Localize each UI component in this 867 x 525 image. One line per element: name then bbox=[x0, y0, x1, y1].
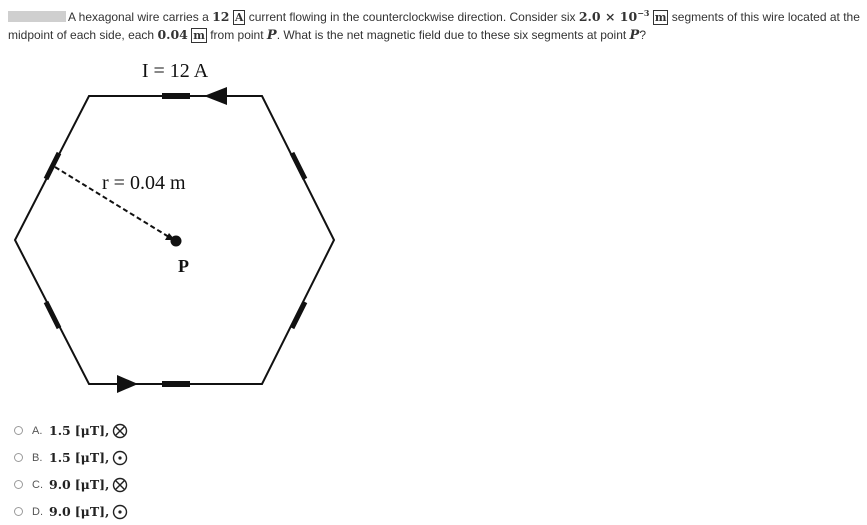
option-d[interactable] bbox=[14, 498, 128, 525]
option-letter: B. bbox=[32, 451, 43, 464]
option-unit: [μT], bbox=[74, 504, 110, 519]
question-part: ? bbox=[639, 28, 647, 42]
option-c[interactable] bbox=[14, 471, 128, 498]
unit-meter: m bbox=[654, 11, 667, 24]
current-value: 12 bbox=[212, 9, 230, 24]
option-letter: A. bbox=[32, 424, 43, 437]
radius-label: r = 0.04 m bbox=[102, 172, 186, 194]
current-label: I = 12 A bbox=[141, 60, 209, 82]
option-unit: [μT], bbox=[74, 477, 110, 492]
wire-segment bbox=[46, 302, 59, 328]
point-label: P bbox=[178, 256, 189, 276]
current-arrow-right-icon bbox=[117, 375, 138, 393]
radio-button[interactable] bbox=[14, 480, 23, 489]
option-letter: D. bbox=[32, 505, 43, 518]
question-part: . What is the net magnetic field due to these six segments at point bbox=[276, 28, 630, 42]
question-part: segments of this wire located at the midpoint of each side, each bbox=[8, 10, 860, 42]
option-letter: C. bbox=[32, 478, 43, 491]
radio-button[interactable] bbox=[14, 426, 23, 435]
option-a[interactable] bbox=[14, 417, 128, 444]
wire-segment bbox=[292, 302, 305, 328]
point-p: P bbox=[266, 28, 277, 43]
point-p: P bbox=[629, 28, 640, 43]
into-page-icon bbox=[112, 423, 128, 439]
wire-segment bbox=[292, 153, 305, 179]
hexagon-figure bbox=[13, 47, 335, 398]
option-value: 9.0 bbox=[49, 504, 71, 519]
hexagon-diagram bbox=[13, 47, 335, 398]
option-unit: [μT], bbox=[74, 423, 110, 438]
answer-options bbox=[14, 417, 128, 525]
redacted-label bbox=[8, 11, 66, 22]
radio-button[interactable] bbox=[14, 453, 23, 462]
distance-value: 0.04 bbox=[157, 27, 188, 42]
out-of-page-icon bbox=[112, 450, 128, 466]
question-part: A hexagonal wire carries a bbox=[68, 10, 213, 24]
option-value: 1.5 bbox=[49, 423, 71, 438]
option-value: 9.0 bbox=[49, 477, 71, 492]
segment-length: $2.0 \times 10^{-3}$ bbox=[578, 7, 650, 24]
option-unit: [μT], bbox=[74, 450, 110, 465]
into-page-icon bbox=[112, 477, 128, 493]
option-value: 1.5 bbox=[49, 450, 71, 465]
question-part: from point bbox=[206, 28, 267, 42]
unit-meter: m bbox=[193, 29, 205, 42]
unit-ampere: A bbox=[234, 11, 244, 24]
wire-segment bbox=[46, 153, 59, 179]
radio-button[interactable] bbox=[14, 507, 23, 516]
question-text bbox=[8, 8, 860, 44]
point-p-dot bbox=[171, 236, 182, 247]
option-b[interactable] bbox=[14, 444, 128, 471]
out-of-page-icon bbox=[112, 504, 128, 520]
question-part: current flowing in the counterclockwise direction. Consider six bbox=[245, 10, 579, 24]
current-arrow-left-icon bbox=[204, 87, 227, 105]
